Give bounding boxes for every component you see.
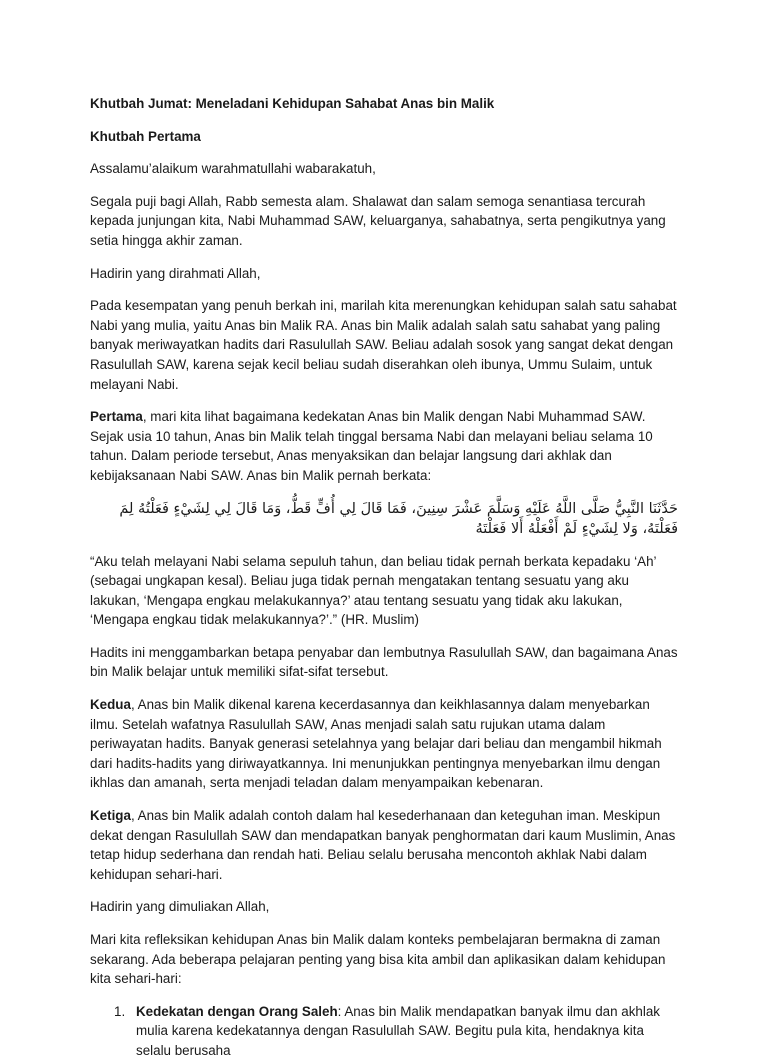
hadith-translation-paragraph: “Aku telah melayani Nabi selama sepuluh tahun, dan beliau tidak pernah berkata kepadaku ‘Ah’ (sebagai ungkapan kesal). Beliau juga tidak pernah mengatakan tentang sesuatu yang aku lakukan, ‘Mengapa engkau melakukannya?’ atau tentang sesuatu yang tidak aku lakukan, ‘Mengapa engkau tidak melakukannya?’.” (HR. Muslim) <box>90 553 656 628</box>
point-1-label: Pertama <box>90 409 143 425</box>
point-2-label: Kedua <box>90 697 131 713</box>
section-heading: Khutbah Pertama <box>90 128 201 144</box>
list-item-text: : Anas bin Malik mendapatkan banyak ilmu dan akhlak mulia karena kedekatannya dengan Rasulullah SAW. Begitu pula kita, hendaknya kita selalu berusaha <box>136 1003 660 1058</box>
document-title: Khutbah Jumat: Meneladani Kehidupan Sahabat Anas bin Malik <box>90 96 495 111</box>
point-3-paragraph <box>90 806 678 884</box>
intro-paragraph: Pada kesempatan yang penuh berkah ini, marilah kita merenungkan kehidupan salah satu sahabat Nabi yang mulia, yaitu Anas bin Malik RA. Anas bin Malik adalah salah satu sahabat yang paling banyak meriwayatkan hadits dari Rasulullah SAW. Beliau adalah sosok yang sangat dekat dengan Rasulullah SAW, karena sejak kecil beliau sudah diserahkan oleh ibunya, Ummu Sulaim, untuk melayani Nabi. <box>90 298 677 392</box>
address-paragraph-2: Hadirin yang dimuliakan Allah, <box>90 899 270 915</box>
lessons-list <box>90 1002 678 1061</box>
hadith-comment-paragraph: Hadits ini menggambarkan betapa penyabar dan lembutnya Rasulullah SAW, dan bagaimana Anas bin Malik belajar untuk memiliki sifat-sifat tersebut. <box>90 644 678 680</box>
reflection-paragraph: Mari kita refleksikan kehidupan Anas bin Malik dalam konteks pembelajaran bermakna di zaman sekarang. Ada beberapa pelajaran penting yang bisa kita ambil dan aplikasikan dalam kehidupan kita sehari-hari: <box>90 932 666 987</box>
opening-paragraph: Segala puji bagi Allah, Rabb semesta alam. Shalawat dan salam semoga senantiasa tercurah kepada junjungan kita, Nabi Muhammad SAW, keluarganya, sahabatnya, serta pengikutnya yang setia hingga akhir zaman. <box>90 193 666 248</box>
document-page <box>90 94 678 1061</box>
list-item-label: Kedekatan dengan Orang Saleh <box>136 1003 338 1019</box>
point-2-paragraph <box>90 695 678 793</box>
greeting-paragraph: Assalamu’alaikum warahmatullahi wabarakatuh, <box>90 161 376 177</box>
list-item-number: 1. <box>114 1003 126 1019</box>
list-item <box>90 1002 678 1061</box>
point-1-text: , mari kita lihat bagaimana kedekatan Anas bin Malik dengan Nabi Muhammad SAW. Sejak usia 10 tahun, Anas bin Malik telah tinggal bersama Nabi dan melayani beliau selama 10 tahun. Dalam periode tersebut, Anas menyaksikan dan belajar langsung dari akhlak dan kebijaksanaan Nabi SAW. Anas bin Malik pernah berkata: <box>90 409 653 483</box>
point-3-label: Ketiga <box>90 808 131 824</box>
hadith-arabic-text: حَدَّثَنَا النَّبِيُّ صَلَّى اللَّهُ عَلَيْهِ وَسَلَّمَ عَشْرَ سِنِينَ، فَمَا قَالَ لِي أُفٍّ قَطُّ، وَمَا قَالَ لِي لِشَيْءٍ فَعَلْتُهُ لِمَ فَعَلْتَهُ، وَلا لِشَيْءٍ لَمْ أَفْعَلْهُ أَلا فَعَلْتَهُ <box>119 500 678 537</box>
address-paragraph-1: Hadirin yang dirahmati Allah, <box>90 265 261 281</box>
point-3-text: , Anas bin Malik adalah contoh dalam hal kesederhanaan dan keteguhan iman. Meskipun dekat dengan Rasulullah SAW dan mendapatkan banyak penghormatan dari kaum Muslimin, Anas tetap hidup sederhana dan rendah hati. Beliau selalu berusaha mencontoh akhlak Nabi dalam kehidupan sehari-hari. <box>90 808 676 882</box>
point-2-text: , Anas bin Malik dikenal karena kecerdasannya dan keikhlasannya dalam menyebarkan ilmu. Setelah wafatnya Rasulullah SAW, Anas menjadi salah satu rujukan utama dalam periwayatan hadits. Banyak generasi setelahnya yang belajar dari beliau dan mengambil hikmah dari hadits-hadits yang diriwayatkannya. Ini menunjukkan pentingnya menyebarkan ilmu dengan ikhlas dan amanah, serta menjadi teladan dalam menyampaikan kebenaran. <box>90 697 662 791</box>
point-1-paragraph <box>90 407 678 485</box>
